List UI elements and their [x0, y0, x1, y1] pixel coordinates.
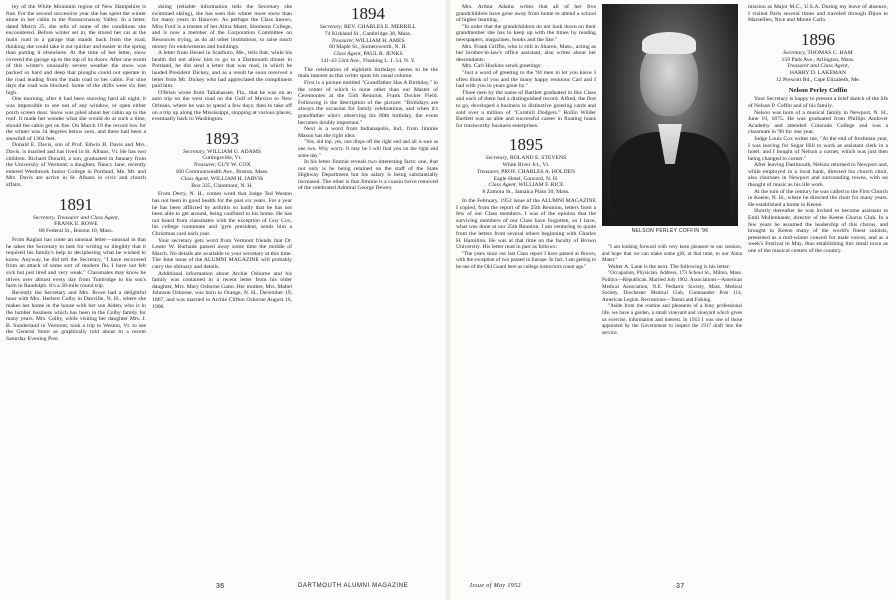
class-header-1895	[456, 135, 596, 196]
paragraph: A letter from Hestel in Scarboro, Me., tells that, while his health did not allow him to go to a Dartmouth dinner in Portland, he did send a letter that was read, in which he lauded President Dickey, and as a result he soon received a letter from Mr. Dickey who had appreciated the compliment paid him.	[152, 50, 292, 90]
officer-name: PROF. CHARLES A. HOLDEN	[501, 168, 576, 175]
paragraph: From Derry, N. H., comes word that Judge Ted Weston has not been in good health for the past six years. For a year he has been afflicted by arthritis so badly that he has not been able to get around, being confined to his home. He has not heard from classmates with the exception of Guy Cox, his college roommate and 'gym president, sends him a Christmas card each year.	[152, 191, 292, 238]
paragraph: "In order that the grandchildren do not look down on their grandmother she has to keep up with the times by reading newspapers, magazines, books and the like."	[456, 23, 596, 43]
paragraph: O'Brien wrote from Tallahassee, Fla., that he was on an auto trip on the west road on the Gulf of Mexico to New Orleans, where he was to spend a few days; then to take off on a trip up along the Mississippi, stopping at various places, eventually back to Washington.	[152, 89, 292, 123]
role-label: Secretary,	[485, 155, 509, 162]
officer-address: 12 Prescott Rd., Cape Elizabeth, Me.	[775, 76, 861, 83]
officer-name: THOMAS C. HAM	[807, 49, 853, 56]
officer-name: HARRY D. LAKEMAN	[789, 70, 847, 77]
paragraph: From Raglan has come an unusual letter—unusual in that he takes the Secretary to task for writing so illegibly that it required his family's help in deciphering what he wished to know. Anyway, he did tell the Secretary, "I have recovered from an attack of some sort of modern flu. I have not felt sick but just tired and very weak." Classmates may know he drives over almost every day from Tunbridge to his son's farm in Randolph. It's a 30-mile round trip.	[6, 237, 146, 290]
column-5	[602, 244, 742, 576]
officer-address: 60 Maple St., Somersworth, N. H.	[329, 44, 407, 51]
quote: "Aside from the routine and pleasures of a busy professional life, we have a garden, a small vineyard and vineyard which gives us exercise, information and interest. In 1913 I was one of those appointed by the Government to inspect the 1917 draft into the service.	[602, 303, 742, 336]
class-year: 1893	[205, 128, 239, 148]
role-label: Class Agent,	[333, 51, 362, 58]
class-year: 1891	[59, 194, 93, 214]
paragraph: Shortly thereafter he was invited to become assistant to Emil Mollenhauer, director of the Keene Chorus Club. In a few years he assumed the leadership of this chorus, and brought to Keene many of the world's finest soloists, presented as a mid-winter concert for male voices, and as a week's Festival in May, thus establishing this small town as one of the musical centers of the country.	[748, 208, 888, 255]
quote: "I am looking forward with very keen pleasure to our reunion, and hope that we can make some gift, at that time, to our Alma Mater."	[602, 244, 742, 264]
issue-date: Issue of May 1952	[470, 583, 521, 589]
paragraph: Three men by the name of Bartlett graduated in this Class and each of them had a distinguished record. Alfred, the first to go, developed a business in distinctive greeting cards and sold over a million of "Cornhill Dodgers." Rollin Wilder Bartlett was an able and successful career in floating loans for trustworthy business enterprises.	[456, 89, 596, 129]
paragraph: In his letter Jimmie reveals two interesting facts: one, that not only is he being retained on the staff of the State Highway Department but his salary is being substantially increased. The other is that Jimmie is a cousin twice removed of the celebrated Admiral George Dewey.	[298, 159, 438, 192]
paragraph: Additional information about Archie Osborne and his family was contained in a recent letter from his older daughter, Mrs. Mary Osborne Gatto. Her mother, Mrs. Mabel Johnson Osborne, was born in Orange, N. H., December 19, 1867, and was married to Archie Clifton Osborne August 16, 1906.	[152, 270, 292, 310]
role-label: Treasurer,	[193, 162, 217, 169]
officer-name: FRANK E. ROWE	[54, 221, 98, 228]
paragraph: First is a picture entitled "Grandfather Has A Birthday," in the center of which is none other than our Master of Ceremonies at the 55th Reunion, Frank Docker Field. Following is the description of the picture: "Birthdays are always the occasion for family celebrations, and when it's grandfather who's observing his 80th birthday, the event becomes doubly important."	[298, 79, 438, 126]
paragraph: Mrs. Arthur Adams writes that all of her five grandchildren have gone away from home to attend a school of higher learning.	[456, 4, 596, 24]
paragraph: skiing (reliable information tells the Secretary she swimmed skiing), she has seen this winter more snow than for many years in Hanover. As perhaps the Class knows, Miss Ford is a trustee of her Alma Mater, Simmons College, and is now a member of the Corporation Committee on Resources trying, as do all other institutions, to raise much money for endowments and buildings.	[152, 4, 292, 50]
magazine-title: DARTMOUTH ALUMNI MAGAZINE	[298, 583, 409, 589]
paragraph: Recently the Secretary and Mrs. Rowe had a delightful hour with Mrs. Herbert Colby in Danville, N. H., where she makes her home in the house with her son Alden, who is in the lumber business which has been in the Colby family for many years. Mrs. Colby, while visiting her daughter Mrs. J. B. Sunderland in Vermont, took a trip to Weston, Vt. to see the General Store as graphically told about in a recent Saturday Evening Post.	[6, 289, 146, 342]
class-header-1896	[748, 30, 888, 84]
officer-address: Cuttingsville, Vt.	[202, 155, 242, 162]
officer-name: PAUL R. JENKS	[363, 51, 403, 58]
section-subhead: Nelson Perley Coffin	[788, 86, 848, 94]
role-label: Treasurer,	[331, 37, 355, 44]
class-year: 1896	[801, 29, 835, 49]
paragraph: mission as Major M.C., U.S.A. During my leave of absence, I visited Paris several times and traveled through Dijon to Marseilles, Nice and Monte Carlo.	[748, 4, 888, 24]
paragraph: Mrs. Frank Griffin, who is still in Sharon, Mass., acting as her brother-in-law's office assistant, also writes about her descendants:	[456, 43, 596, 63]
paragraph: At the turn of the century he was called to the First Church in Keene, N. H., where he directed the choir for many years. He established a home in Keene.	[748, 188, 888, 208]
officer-address: White River Jct., Vt.	[502, 162, 550, 169]
role-label: Class Agent,	[180, 175, 210, 182]
paragraph: Donald E. Davis, son of Prof. Edwin B. Davis and Mrs. Davis, is married and has lived in St. Albans, Vt. He has two children. Richard Donald, a son, graduated in January from the University of Vermont; a daughter, Nancy Jane, recently entered Westbrook Junior College in Portland, Me. Mr. and Mrs. Davis are active in St. Albans in civic and church affairs.	[6, 142, 146, 189]
officer-address: 159 Park Ave., Arlington, Mass.	[781, 56, 855, 63]
officer-address: Eagle Hotel, Concord, N. H.	[493, 175, 559, 182]
officer-name: WILLIAM H. JARVIS	[210, 175, 264, 182]
role-label: Treasurer,	[476, 168, 500, 175]
column-6	[748, 4, 888, 576]
class-year: 1894	[351, 4, 385, 23]
officer-name: WILLIAM H. AMES	[355, 37, 405, 44]
officer-name: REV. CHARLES E. MERRILL	[344, 24, 417, 30]
role-label: Secretary,	[183, 148, 206, 155]
quote: "Yes, old top, yes, one drops off the right end and all is sure as one two. Why worry. It may be I will find you on the right end some day."	[298, 139, 438, 159]
officer-name: WILLIAM G. ADAMS	[207, 148, 261, 155]
class-year: 1895	[509, 135, 543, 155]
paragraph: In the February, 1952 issue of the ALUMNI MAGAZINE I copied, from the report of the 25th Reunion, letters from a few of our Class members. I was of the opinion that the surviving members of our Class have forgotten, so I have, what was done at our 25th Reunion. I am venturing to quote from the letters from several others beginning with Charles H. Hamilton. He was at that time on the faculty of Brown University. His letter read in part as follows:	[456, 198, 596, 251]
officer-name: ROLAND E. STEVENS	[509, 155, 567, 162]
paragraph: One morning, after it had been snowing hard all night, it was impossible to see out of any window, or open either porch screen door. Snow was piled about her cabin up to the roof. It made her wonder what she would do at such a time, should the cabin get on fire. On March 19 the record low for the winter was 34 degrees below zero, and there had been a snowfall of 1364 feet.	[6, 96, 146, 142]
paragraph: Your secretary gets word from Vermont friends that Dr. Lester W. Burbank passed away some time the middle of March. No details are available to your secretary at this time. The June issue of the ALUMNI MAGAZINE will probably carry the obituary and details.	[152, 237, 292, 270]
photo-caption: NELSON PERLEY COFFIN '96	[631, 228, 709, 234]
paragraph: Judge Louis Cox writes me, "At the end of freshman year, I was leaving for Sugar Hill to work as assistant clerk in a hotel, and I bought of Nelson a cornet, which was just then being changed to cornet."	[748, 135, 888, 162]
officer-address: 8 Zamora St., Jamaica Plain 30, Mass.	[482, 189, 570, 196]
paragraph: Your Secretary is happy to present a brief sketch of the life of Nelson P. Coffin and of his family.	[748, 96, 888, 109]
quote: "Occupation, Physician. Address, 173 School St., Milton, Mass. Politics—Republican. Married July 1902. Associations—American Medical Association, N.E. Pediatric Society, Mass. Medical Society, Dorchester Medical Club, Commander Post 114, American Legion. Recreations—Tennis and Fishing.	[602, 270, 742, 303]
paragraph: "Just a word of greeting to the '94 men to let you know I often think of you and the many happy reunions Carl and I had with you in years gone by."	[456, 69, 596, 90]
officer-address: 80 Federal St., Boston 10, Mass.	[38, 228, 114, 235]
quote: "The years since our last Class report I have passed at Brown, with the exception of two passed in Europe. In fact, I am getting to be one of the Old Guard here as college instructors count age."	[456, 250, 596, 270]
portrait-photo	[602, 4, 738, 226]
officer-address: 141-43 53rd Ave., Flushing L. I. 54, N. Y.	[320, 57, 416, 64]
page-number-left: 36	[216, 583, 225, 590]
paragraph: The celebration of eightieth birthdays seems to be the main interest as this writer spots his usual column.	[298, 66, 438, 80]
paragraph: ley of the White Mountain region of New Hampshire is fine. For the second successive year she has spent the winter alone in her cabin in the Passaconaway Valley. In a letter, dated March 25, she tells of some of the conditions she encountered. Before winter set in, the stored her car at the main road in a garage that stands back from the road, thinking she could take it out quicker and easier in the spring than putting it elsewhere. At the time of her letter, snow covered the garage up to the top of its doors. After one storm of this winter's unusually severe weather the snow was packed so hard and deep that ploughs could not operate in the road leading from the main road to her cabin. For nine days the road was blocked. Some of the drifts were six feet high.	[6, 4, 146, 96]
role-label: Treasurer and Class Agent,	[786, 63, 850, 70]
paragraph: Next is a word from Indianapolis, Ind., from Jimmie Mason has the right idea:	[298, 126, 438, 139]
page-number-right: 37	[676, 583, 685, 590]
officer-address: 160 Commonwealth Ave., Boston, Mass.	[175, 169, 269, 176]
role-label: Class Agent,	[488, 182, 518, 189]
officer-address: Box 335, Claremont, N. H.	[191, 182, 253, 189]
column-4	[456, 4, 596, 576]
officer-name: WILLIAM F. RICE	[518, 182, 564, 189]
role-label: Secretary, Treasurer and Class Agent,	[32, 214, 120, 221]
officer-name: GUY W. COX	[217, 162, 251, 169]
role-label: Secretary,	[319, 24, 343, 30]
paragraph: Nelson was born of a musical family in Newport, N. H., June 10, 1875. He was graduated from Phillips Andover Academy and attended Colorado College and was a classmate in '96 for one year.	[748, 109, 888, 136]
officer-address: 74 Kirkland St., Cambridge 38, Mass.	[324, 30, 412, 37]
photo-hair	[642, 32, 696, 54]
paragraph: Mrs. Carl Hoskins sends greetings:	[462, 63, 542, 70]
role-label: Secretary,	[783, 49, 806, 56]
paragraph: Walter A. Lane is the next. The following is his letter:	[608, 263, 731, 270]
paragraph: After leaving Dartmouth, Nelson returned to Newport and, while employed in a local bank, directed his church choir, also choruses in Newport and surrounding towns, with no thought of music as his life work.	[748, 162, 888, 189]
